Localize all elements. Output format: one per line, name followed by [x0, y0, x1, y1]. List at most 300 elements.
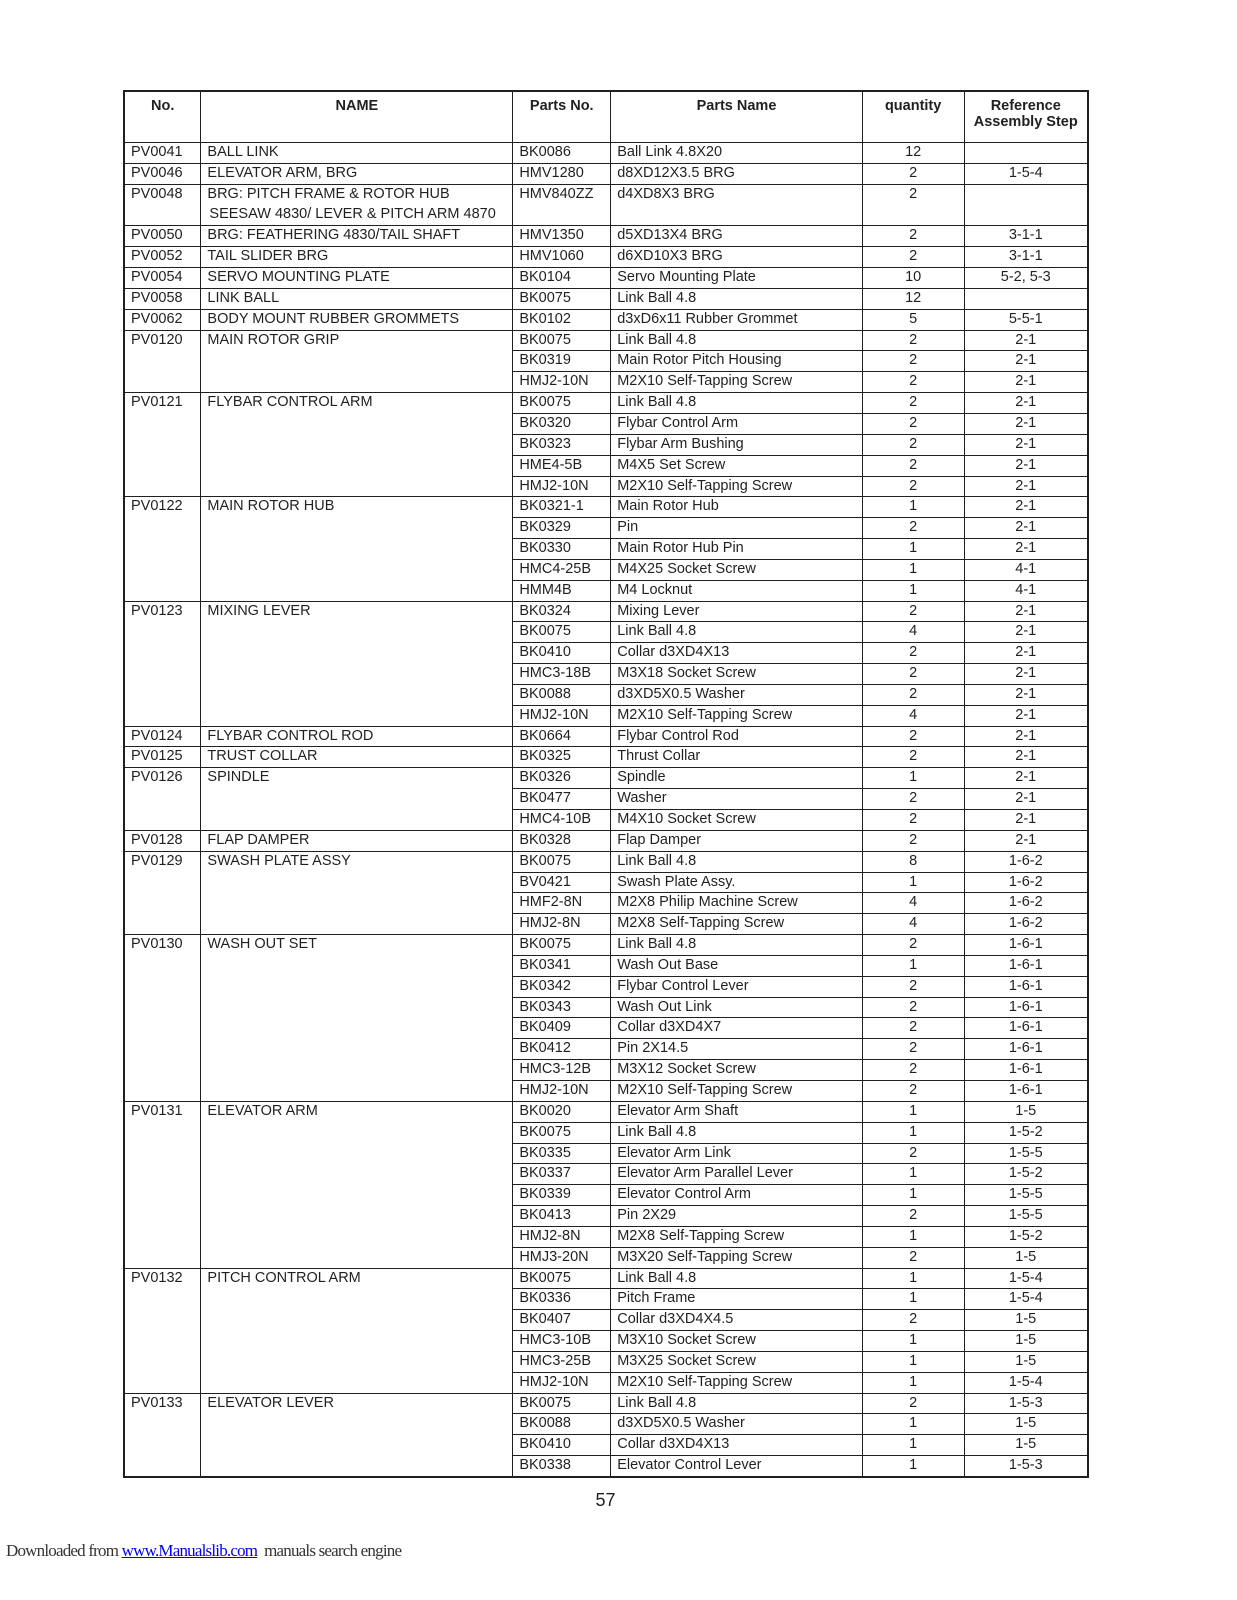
part-name: d5XD13X4 BRG: [611, 226, 863, 247]
part-quantity: 2: [862, 601, 964, 622]
part-quantity: 2: [862, 455, 964, 476]
assembly-no: PV0054: [124, 268, 201, 289]
part-reference-step: 2-1: [964, 372, 1088, 393]
part-reference-step: 1-5-4: [964, 163, 1088, 184]
assembly-name: FLYBAR CONTROL ROD: [201, 726, 513, 747]
part-number: HMC4-25B: [513, 559, 611, 580]
part-name: Swash Plate Assy.: [611, 872, 863, 893]
part-reference-step: 4-1: [964, 559, 1088, 580]
part-quantity: 2: [862, 664, 964, 685]
assembly-name: LINK BALL: [201, 288, 513, 309]
part-number: HMC4-10B: [513, 810, 611, 831]
part-name: Wash Out Link: [611, 997, 863, 1018]
part-reference-step: 2-1: [964, 643, 1088, 664]
part-name: M2X8 Self-Tapping Screw: [611, 914, 863, 935]
part-reference-step: 5-2, 5-3: [964, 268, 1088, 289]
part-quantity: 2: [862, 830, 964, 851]
part-number: BK0325: [513, 747, 611, 768]
part-reference-step: 1-5-5: [964, 1143, 1088, 1164]
part-quantity: 2: [862, 997, 964, 1018]
assembly-name: BALL LINK: [201, 143, 513, 164]
part-quantity: 2: [862, 226, 964, 247]
part-name: M4 Locknut: [611, 580, 863, 601]
part-reference-step: 5-5-1: [964, 309, 1088, 330]
part-number: BK0075: [513, 1268, 611, 1289]
assembly-no: PV0131: [124, 1101, 201, 1268]
assembly-name: MAIN ROTOR HUB: [201, 497, 513, 601]
part-name: Flybar Arm Bushing: [611, 434, 863, 455]
part-name: d4XD8X3 BRG: [611, 184, 863, 226]
part-number: BK0341: [513, 955, 611, 976]
part-quantity: 2: [862, 726, 964, 747]
part-quantity: 2: [862, 1143, 964, 1164]
part-number: HMJ2-8N: [513, 1226, 611, 1247]
part-quantity: 10: [862, 268, 964, 289]
part-name: M4X10 Socket Screw: [611, 810, 863, 831]
part-reference-step: 2-1: [964, 726, 1088, 747]
part-quantity: 2: [862, 684, 964, 705]
table-row: [124, 830, 1088, 851]
table-row: [124, 268, 1088, 289]
part-number: BK0102: [513, 309, 611, 330]
part-quantity: 2: [862, 393, 964, 414]
part-number: HMJ2-10N: [513, 705, 611, 726]
part-name: Servo Mounting Plate: [611, 268, 863, 289]
assembly-name: [201, 184, 513, 226]
part-number: HMC3-12B: [513, 1060, 611, 1081]
part-quantity: 4: [862, 705, 964, 726]
part-name: Flap Damper: [611, 830, 863, 851]
part-quantity: 2: [862, 976, 964, 997]
part-quantity: 5: [862, 309, 964, 330]
part-name: Link Ball 4.8: [611, 1393, 863, 1414]
part-name: M3X12 Socket Screw: [611, 1060, 863, 1081]
part-reference-step: 1-6-1: [964, 1039, 1088, 1060]
part-name: d8XD12X3.5 BRG: [611, 163, 863, 184]
part-quantity: 2: [862, 747, 964, 768]
part-name: d3XD5X0.5 Washer: [611, 684, 863, 705]
part-quantity: 2: [862, 476, 964, 497]
part-name: M2X8 Self-Tapping Screw: [611, 1226, 863, 1247]
part-number: BK0330: [513, 539, 611, 560]
part-quantity: 2: [862, 1060, 964, 1081]
part-number: BK0407: [513, 1310, 611, 1331]
table-row: [124, 601, 1088, 622]
part-name: Link Ball 4.8: [611, 330, 863, 351]
header-parts-no: Parts No.: [513, 91, 611, 143]
assembly-no: PV0129: [124, 851, 201, 934]
part-quantity: 1: [862, 559, 964, 580]
header-reference: [964, 91, 1088, 143]
part-number: BK0342: [513, 976, 611, 997]
part-reference-step: 1-5: [964, 1351, 1088, 1372]
part-reference-step: 2-1: [964, 351, 1088, 372]
part-quantity: 1: [862, 872, 964, 893]
assembly-no: PV0050: [124, 226, 201, 247]
part-name: M3X25 Socket Screw: [611, 1351, 863, 1372]
part-quantity: 2: [862, 184, 964, 226]
part-reference-step: 2-1: [964, 476, 1088, 497]
part-number: BK0409: [513, 1018, 611, 1039]
part-name: d3xD6x11 Rubber Grommet: [611, 309, 863, 330]
part-reference-step: 1-5: [964, 1101, 1088, 1122]
part-name: M2X10 Self-Tapping Screw: [611, 1080, 863, 1101]
part-name: Flybar Control Rod: [611, 726, 863, 747]
table-row: [124, 726, 1088, 747]
part-number: BK0075: [513, 330, 611, 351]
part-number: HMV840ZZ: [513, 184, 611, 226]
footer-prefix: Downloaded from: [6, 1541, 122, 1560]
part-quantity: 4: [862, 893, 964, 914]
part-name: Elevator Control Arm: [611, 1185, 863, 1206]
header-quantity: quantity: [862, 91, 964, 143]
part-quantity: 2: [862, 434, 964, 455]
part-number: HMJ2-10N: [513, 1080, 611, 1101]
part-reference-step: 3-1-1: [964, 247, 1088, 268]
part-quantity: 2: [862, 643, 964, 664]
part-number: BK0104: [513, 268, 611, 289]
table-row: [124, 1393, 1088, 1414]
table-row: [124, 226, 1088, 247]
part-name: M2X10 Self-Tapping Screw: [611, 372, 863, 393]
part-number: BK0339: [513, 1185, 611, 1206]
part-quantity: 1: [862, 497, 964, 518]
part-reference-step: 2-1: [964, 434, 1088, 455]
part-reference-step: 1-6-1: [964, 976, 1088, 997]
part-quantity: 1: [862, 1185, 964, 1206]
part-name: Pitch Frame: [611, 1289, 863, 1310]
part-reference-step: 1-5: [964, 1331, 1088, 1352]
assembly-name: TAIL SLIDER BRG: [201, 247, 513, 268]
assembly-no: PV0132: [124, 1268, 201, 1393]
part-name: Elevator Arm Link: [611, 1143, 863, 1164]
part-number: BK0319: [513, 351, 611, 372]
part-reference-step: 1-6-1: [964, 997, 1088, 1018]
part-number: BK0323: [513, 434, 611, 455]
part-name: M3X20 Self-Tapping Screw: [611, 1247, 863, 1268]
part-reference-step: 1-6-1: [964, 935, 1088, 956]
part-number: BK0075: [513, 1393, 611, 1414]
page-number: 57: [595, 1490, 616, 1510]
part-number: BK0477: [513, 789, 611, 810]
part-name: Link Ball 4.8: [611, 288, 863, 309]
part-reference-step: 2-1: [964, 622, 1088, 643]
assembly-name-line1: BRG: PITCH FRAME & ROTOR HUB: [207, 185, 450, 202]
part-quantity: 2: [862, 413, 964, 434]
part-reference-step: [964, 184, 1088, 226]
part-reference-step: 2-1: [964, 455, 1088, 476]
part-name: Pin 2X14.5: [611, 1039, 863, 1060]
assembly-no: PV0133: [124, 1393, 201, 1477]
part-quantity: 8: [862, 851, 964, 872]
part-quantity: 2: [862, 789, 964, 810]
part-name: Collar d3XD4X13: [611, 643, 863, 664]
part-name: M2X10 Self-Tapping Screw: [611, 476, 863, 497]
part-name: Main Rotor Hub: [611, 497, 863, 518]
part-reference-step: 1-6-2: [964, 851, 1088, 872]
table-row: [124, 1101, 1088, 1122]
part-name: Washer: [611, 789, 863, 810]
manualslib-link[interactable]: www.Manualslib.com: [121, 1541, 258, 1560]
part-reference-step: 1-5-3: [964, 1456, 1088, 1477]
assembly-name: WASH OUT SET: [201, 935, 513, 1102]
part-name: Wash Out Base: [611, 955, 863, 976]
part-number: BK0335: [513, 1143, 611, 1164]
part-reference-step: 2-1: [964, 810, 1088, 831]
part-reference-step: 1-5-4: [964, 1372, 1088, 1393]
part-reference-step: 1-6-1: [964, 1080, 1088, 1101]
table-row: [124, 747, 1088, 768]
part-reference-step: [964, 143, 1088, 164]
part-number: BK0020: [513, 1101, 611, 1122]
assembly-name: BRG: FEATHERING 4830/TAIL SHAFT: [201, 226, 513, 247]
part-name: Flybar Control Lever: [611, 976, 863, 997]
table-row: [124, 768, 1088, 789]
part-name: Collar d3XD4X13: [611, 1435, 863, 1456]
part-quantity: 1: [862, 1456, 964, 1477]
part-reference-step: 1-5-2: [964, 1164, 1088, 1185]
part-quantity: 2: [862, 1080, 964, 1101]
part-reference-step: 1-5-5: [964, 1206, 1088, 1227]
part-number: HMJ2-10N: [513, 476, 611, 497]
part-quantity: 12: [862, 288, 964, 309]
part-quantity: 2: [862, 1393, 964, 1414]
part-name: Ball Link 4.8X20: [611, 143, 863, 164]
part-quantity: 2: [862, 1206, 964, 1227]
part-number: HME4-5B: [513, 455, 611, 476]
part-number: BK0320: [513, 413, 611, 434]
part-name: Link Ball 4.8: [611, 393, 863, 414]
part-number: HMV1350: [513, 226, 611, 247]
part-name: Elevator Arm Shaft: [611, 1101, 863, 1122]
assembly-no: PV0048: [124, 184, 201, 226]
assembly-name: MAIN ROTOR GRIP: [201, 330, 513, 393]
header-reference-line1: Reference: [990, 98, 1061, 114]
part-number: BK0329: [513, 518, 611, 539]
part-reference-step: 1-5: [964, 1247, 1088, 1268]
part-number: BK0075: [513, 1122, 611, 1143]
assembly-no: PV0128: [124, 830, 201, 851]
part-number: BK0410: [513, 1435, 611, 1456]
part-reference-step: 2-1: [964, 539, 1088, 560]
table-body: [124, 143, 1088, 1478]
part-number: HMJ2-8N: [513, 914, 611, 935]
part-reference-step: 2-1: [964, 747, 1088, 768]
part-quantity: 2: [862, 372, 964, 393]
part-reference-step: 4-1: [964, 580, 1088, 601]
part-name: Mixing Lever: [611, 601, 863, 622]
part-quantity: 2: [862, 810, 964, 831]
part-number: BK0075: [513, 622, 611, 643]
part-number: BK0075: [513, 288, 611, 309]
part-number: BK0338: [513, 1456, 611, 1477]
assembly-no: PV0041: [124, 143, 201, 164]
part-quantity: 2: [862, 1310, 964, 1331]
part-number: BK0088: [513, 1414, 611, 1435]
part-quantity: 1: [862, 1164, 964, 1185]
part-name: M2X10 Self-Tapping Screw: [611, 1372, 863, 1393]
part-quantity: 1: [862, 1268, 964, 1289]
assembly-name-line2: SEESAW 4830/ LEVER & PITCH ARM 4870: [209, 205, 496, 222]
assembly-no: PV0130: [124, 935, 201, 1102]
part-number: HMJ2-10N: [513, 1372, 611, 1393]
part-number: HMC3-18B: [513, 664, 611, 685]
parts-table: [123, 90, 1089, 1478]
assembly-name: FLAP DAMPER: [201, 830, 513, 851]
part-reference-step: 2-1: [964, 684, 1088, 705]
part-number: BK0410: [513, 643, 611, 664]
part-reference-step: 2-1: [964, 768, 1088, 789]
header-parts-name: Parts Name: [611, 91, 863, 143]
part-number: BK0075: [513, 393, 611, 414]
part-reference-step: 2-1: [964, 789, 1088, 810]
assembly-no: PV0058: [124, 288, 201, 309]
part-quantity: 1: [862, 1226, 964, 1247]
part-number: BK0412: [513, 1039, 611, 1060]
header-name: NAME: [201, 91, 513, 143]
part-quantity: 2: [862, 330, 964, 351]
part-number: HMJ3-20N: [513, 1247, 611, 1268]
part-number: BK0413: [513, 1206, 611, 1227]
part-name: Thrust Collar: [611, 747, 863, 768]
part-name: Main Rotor Pitch Housing: [611, 351, 863, 372]
assembly-no: PV0125: [124, 747, 201, 768]
part-name: Link Ball 4.8: [611, 935, 863, 956]
part-number: HMJ2-10N: [513, 372, 611, 393]
part-reference-step: 1-5-2: [964, 1122, 1088, 1143]
part-name: M4X25 Socket Screw: [611, 559, 863, 580]
part-quantity: 2: [862, 1247, 964, 1268]
part-number: BK0075: [513, 851, 611, 872]
part-reference-step: 2-1: [964, 830, 1088, 851]
table-row: [124, 143, 1088, 164]
table-row: [124, 184, 1088, 226]
part-name: M4X5 Set Screw: [611, 455, 863, 476]
assembly-name: ELEVATOR LEVER: [201, 1393, 513, 1477]
part-quantity: 2: [862, 351, 964, 372]
part-quantity: 2: [862, 935, 964, 956]
assembly-no: PV0122: [124, 497, 201, 601]
part-name: Link Ball 4.8: [611, 1268, 863, 1289]
part-name: M3X18 Socket Screw: [611, 664, 863, 685]
part-quantity: 2: [862, 518, 964, 539]
part-name: Spindle: [611, 768, 863, 789]
part-quantity: 2: [862, 1039, 964, 1060]
part-number: BK0088: [513, 684, 611, 705]
part-name: M2X10 Self-Tapping Screw: [611, 705, 863, 726]
part-reference-step: 1-5-3: [964, 1393, 1088, 1414]
part-name: d3XD5X0.5 Washer: [611, 1414, 863, 1435]
assembly-no: PV0124: [124, 726, 201, 747]
part-reference-step: 2-1: [964, 664, 1088, 685]
part-quantity: 1: [862, 768, 964, 789]
part-quantity: 1: [862, 1351, 964, 1372]
part-number: HMC3-25B: [513, 1351, 611, 1372]
part-reference-step: [964, 288, 1088, 309]
assembly-name: ELEVATOR ARM: [201, 1101, 513, 1268]
part-name: Link Ball 4.8: [611, 1122, 863, 1143]
part-number: HMF2-8N: [513, 893, 611, 914]
table-row: [124, 330, 1088, 351]
part-quantity: 12: [862, 143, 964, 164]
header-reference-line2: Assembly Step: [973, 114, 1078, 130]
part-name: Link Ball 4.8: [611, 851, 863, 872]
assembly-no: PV0120: [124, 330, 201, 393]
part-quantity: 1: [862, 1101, 964, 1122]
part-reference-step: 1-5: [964, 1435, 1088, 1456]
assembly-no: PV0123: [124, 601, 201, 726]
assembly-no: PV0062: [124, 309, 201, 330]
table-row: [124, 247, 1088, 268]
part-reference-step: 1-5-2: [964, 1226, 1088, 1247]
part-number: BK0321-1: [513, 497, 611, 518]
part-quantity: 1: [862, 1331, 964, 1352]
part-reference-step: 1-6-1: [964, 955, 1088, 976]
table-row: [124, 309, 1088, 330]
part-reference-step: 1-5-4: [964, 1289, 1088, 1310]
part-reference-step: 2-1: [964, 705, 1088, 726]
part-number: HMM4B: [513, 580, 611, 601]
part-quantity: 1: [862, 1435, 964, 1456]
part-quantity: 4: [862, 622, 964, 643]
part-name: M3X10 Socket Screw: [611, 1331, 863, 1352]
part-reference-step: 1-6-1: [964, 1060, 1088, 1081]
part-reference-step: 1-6-2: [964, 872, 1088, 893]
part-reference-step: 2-1: [964, 413, 1088, 434]
table-row: [124, 935, 1088, 956]
table-row: [124, 1268, 1088, 1289]
part-name: M2X8 Philip Machine Screw: [611, 893, 863, 914]
assembly-name: SPINDLE: [201, 768, 513, 831]
assembly-name: FLYBAR CONTROL ARM: [201, 393, 513, 497]
header-no: No.: [124, 91, 201, 143]
part-reference-step: 2-1: [964, 601, 1088, 622]
part-quantity: 4: [862, 914, 964, 935]
part-number: BK0343: [513, 997, 611, 1018]
part-quantity: 2: [862, 1018, 964, 1039]
part-reference-step: 1-5: [964, 1310, 1088, 1331]
part-name: Elevator Arm Parallel Lever: [611, 1164, 863, 1185]
part-reference-step: 1-5: [964, 1414, 1088, 1435]
assembly-name: SERVO MOUNTING PLATE: [201, 268, 513, 289]
part-number: BK0337: [513, 1164, 611, 1185]
part-reference-step: 2-1: [964, 497, 1088, 518]
part-reference-step: 1-5-5: [964, 1185, 1088, 1206]
part-reference-step: 2-1: [964, 393, 1088, 414]
part-reference-step: 1-6-2: [964, 893, 1088, 914]
table-row: [124, 497, 1088, 518]
table-row: [124, 163, 1088, 184]
part-quantity: 1: [862, 955, 964, 976]
assembly-name: BODY MOUNT RUBBER GROMMETS: [201, 309, 513, 330]
part-number: BK0086: [513, 143, 611, 164]
part-quantity: 1: [862, 539, 964, 560]
part-name: Pin 2X29: [611, 1206, 863, 1227]
part-number: BK0336: [513, 1289, 611, 1310]
assembly-no: PV0126: [124, 768, 201, 831]
part-name: Elevator Control Lever: [611, 1456, 863, 1477]
assembly-name: SWASH PLATE ASSY: [201, 851, 513, 934]
table-header: [124, 91, 1088, 143]
part-name: Main Rotor Hub Pin: [611, 539, 863, 560]
part-number: BV0421: [513, 872, 611, 893]
part-quantity: 2: [862, 163, 964, 184]
assembly-name: TRUST COLLAR: [201, 747, 513, 768]
assembly-no: PV0121: [124, 393, 201, 497]
part-name: Link Ball 4.8: [611, 622, 863, 643]
part-number: BK0328: [513, 830, 611, 851]
assembly-name: ELEVATOR ARM, BRG: [201, 163, 513, 184]
